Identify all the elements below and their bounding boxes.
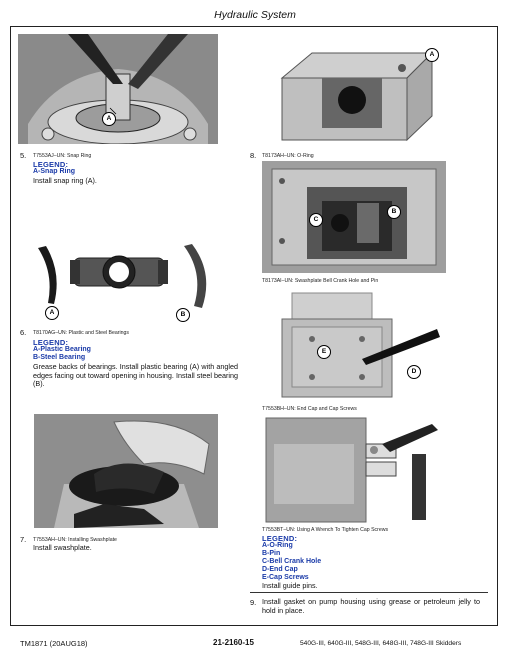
- legend-a-plastic-bearing: A-Plastic Bearing: [33, 346, 91, 353]
- callout-a: A: [425, 48, 439, 62]
- divider: [250, 592, 488, 593]
- step-5-caption: T7553AJ–UN: Snap Ring: [33, 153, 92, 159]
- step-8-text: Install guide pins.: [262, 581, 318, 590]
- wrench-illustration: [262, 414, 446, 524]
- end-cap-caption: T7553BH–UN: End Cap and Cap Screws: [262, 406, 357, 412]
- bell-crank-caption: T8173AI–UN: Swashplate Bell Crank Hole and Pin: [262, 278, 379, 284]
- photo-bell-crank-hole: [262, 161, 446, 273]
- footer-page-number: 21-2160-15: [213, 638, 254, 647]
- callout-e: E: [317, 345, 331, 359]
- callout-c: C: [309, 213, 323, 227]
- legend-b-steel-bearing: B-Steel Bearing: [33, 354, 86, 361]
- step-6-number: 6.: [20, 328, 27, 337]
- photo-snap-ring: [18, 34, 218, 144]
- legend-d-end-cap: D-End Cap: [262, 566, 298, 573]
- step-8-legend-title: LEGEND:: [262, 534, 298, 543]
- legend-e-cap-screws: E-Cap Screws: [262, 574, 309, 581]
- step-6-legend-title: LEGEND:: [33, 338, 69, 347]
- step-7-caption: T7553AH–UN: Installing Swashplate: [33, 537, 117, 543]
- photo-end-cap: [262, 289, 446, 403]
- bell-crank-illustration: [262, 161, 446, 273]
- legend-b-pin: B-Pin: [262, 550, 281, 557]
- step-6-text: Grease backs of bearings. Install plastic bearing (A) with angled edges facing out toward opening in housing. Install steel bearing (B).: [33, 362, 238, 389]
- photo-wrench: [262, 414, 446, 524]
- swashplate-illustration: [34, 414, 218, 528]
- legend-c-bell-crank-hole: C-Bell Crank Hole: [262, 558, 322, 565]
- step-5-number: 5.: [20, 151, 27, 160]
- step-5-legend-title: LEGEND:: [33, 160, 69, 169]
- callout-a: A: [102, 112, 116, 126]
- legend-a-snap-ring: A-Snap Ring: [33, 168, 75, 175]
- callout-b: B: [176, 308, 190, 322]
- step-7-number: 7.: [20, 535, 27, 544]
- step-9-text: Install gasket on pump housing using grease or petroleum jelly to hold in place.: [262, 597, 480, 615]
- wrench-caption: T7553BT–UN: Using A Wrench To Tighten Cap Screws: [262, 527, 389, 533]
- step-6-caption: T8170AG–UN: Plastic and Steel Bearings: [33, 330, 130, 336]
- bearings-illustration: [34, 228, 218, 323]
- footer-models: 540G-III, 640G-III, 548G-III, 648G-III, 748G-III Skidders: [300, 640, 462, 647]
- callout-b: B: [387, 205, 401, 219]
- photo-bearings: [34, 228, 218, 323]
- step-8-number: 8.: [250, 151, 257, 160]
- step-8-caption: T8173AH–UN: O-Ring: [262, 153, 314, 159]
- step-5-text: Install snap ring (A).: [33, 176, 97, 185]
- footer-doc-id: TM1871 (20AUG18): [20, 639, 88, 648]
- end-cap-illustration: [262, 289, 446, 403]
- snap-ring-illustration: [18, 34, 218, 144]
- step-9-number: 9.: [250, 598, 257, 607]
- photo-swashplate: [34, 414, 218, 528]
- callout-d: D: [407, 365, 421, 379]
- legend-a-o-ring: A-O-Ring: [262, 542, 293, 549]
- photo-o-ring: [262, 38, 442, 146]
- callout-a: A: [45, 306, 59, 320]
- step-7-text: Install swashplate.: [33, 543, 92, 552]
- page-title: Hydraulic System: [214, 9, 296, 21]
- o-ring-illustration: [262, 38, 442, 146]
